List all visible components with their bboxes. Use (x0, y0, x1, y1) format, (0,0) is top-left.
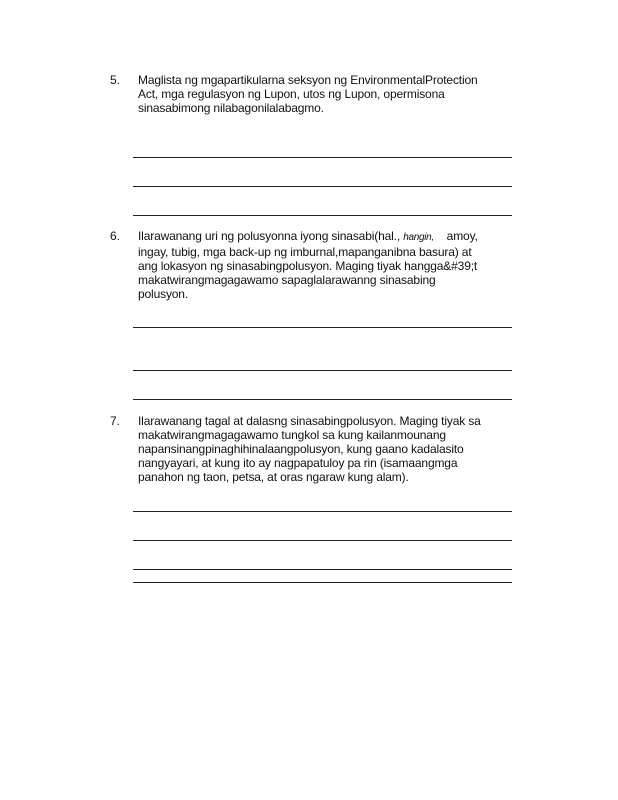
answer-line[interactable] (133, 569, 512, 570)
question-6-line: makatwirangmagagawamo sapaglalarawanng sinasabing (138, 273, 436, 287)
question-6-number: 6. (110, 229, 121, 243)
answer-line[interactable] (133, 511, 512, 512)
question-6-line: ang lokasyon ng sinasabingpolusyon. Maging tiyak hangga&#39;t (138, 259, 478, 273)
answer-line[interactable] (133, 582, 512, 583)
answer-line[interactable] (133, 186, 512, 187)
question-6-line-part: Ilarawanang uri ng polusyonna iyong sinasabi(hal., (138, 229, 401, 243)
answer-line[interactable] (133, 399, 512, 400)
question-6-line-part: amoy, (446, 229, 478, 243)
question-6-line (138, 229, 510, 245)
question-7-line: napansinangpinaghihinalaangpolusyon, kung gaano kadalasito (138, 442, 464, 456)
answer-line[interactable] (133, 157, 512, 158)
question-7-line: Ilarawanang tagal at dalasng sinasabingpolusyon. Maging tiyak sa (138, 414, 481, 428)
answer-line[interactable] (133, 540, 512, 541)
answer-line[interactable] (133, 327, 512, 328)
question-7-number: 7. (110, 414, 121, 428)
question-7-line: makatwirangmagagawamo tungkol sa kung kailanmounang (138, 428, 446, 442)
answer-line[interactable] (133, 215, 512, 216)
question-5-text (138, 73, 510, 115)
question-6-line: polusyon. (138, 287, 189, 301)
question-7-line: nangyayari, at kung ito ay nagpapatuloy pa rin (isamaangmga (138, 456, 458, 470)
question-5-number: 5. (110, 73, 121, 87)
question-5-line: Act, mga regulasyon ng Lupon, utos ng Lupon, opermisona (138, 87, 445, 101)
question-5-line: Maglista ng mgapartikularna seksyon ng EnvironmentalProtection (138, 73, 478, 87)
answer-line[interactable] (133, 370, 512, 371)
question-7-text (138, 414, 510, 484)
question-6-italic-word: hangin, (403, 232, 434, 243)
question-5-line: sinasabimong nilabagonilalabagmo. (138, 101, 324, 115)
question-7-line: panahon ng taon, petsa, at oras ngaraw kung alam). (138, 470, 409, 484)
question-6-line: ingay, tubig, mga back-up ng imburnal,mapanganibna basura) at (138, 245, 472, 259)
question-6-text (138, 229, 510, 301)
